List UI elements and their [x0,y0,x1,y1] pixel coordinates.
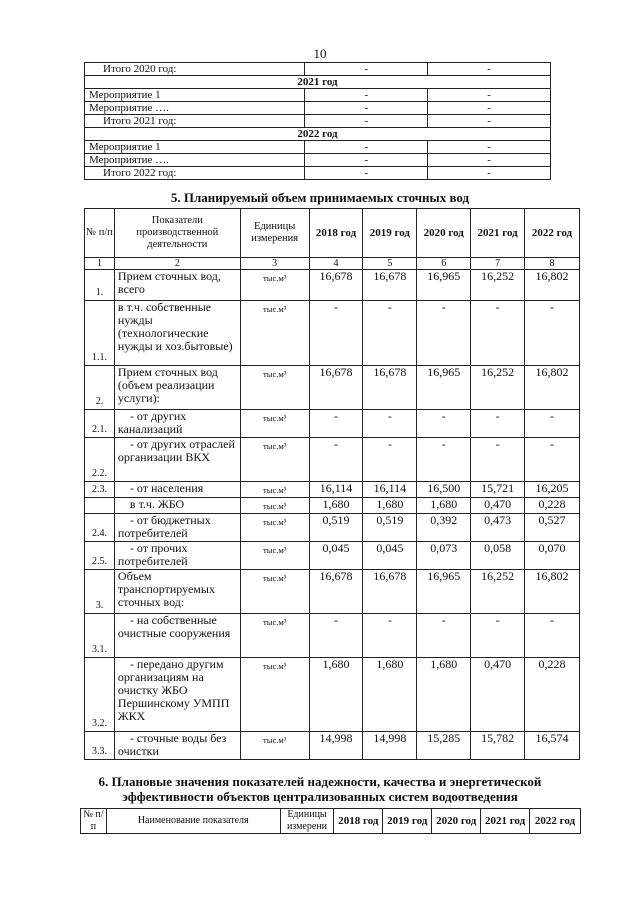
cell-value: 14,998 [309,732,363,760]
header-unit: Единицы измерения [240,209,309,258]
cell-value: - [363,301,417,366]
year-row [85,76,551,89]
row-unit: тыс.м³ [240,498,309,514]
cell-value: 15,721 [471,482,525,498]
cell-value: - [305,89,428,102]
row-name: - передано другим организациям на очистку ЖБО Першинскому УМПП ЖКХ [114,658,240,732]
section-6-title [0,774,640,804]
row-unit: тыс.м³ [240,438,309,482]
row-unit: тыс.м³ [240,482,309,498]
row-number: 2. [85,366,115,410]
cell-value: 0,392 [417,514,471,542]
cell-value: - [305,63,428,76]
row-name: - на собственные очистные сооружения [114,614,240,658]
row-number: 2.2. [85,438,115,482]
cell-value: - [309,301,363,366]
row-label: Итого 2022 год: [85,167,305,180]
table-row [85,514,580,542]
row-name: - сточные воды без очистки [114,732,240,760]
row-unit: тыс.м³ [240,658,309,732]
cell-value: - [525,410,580,438]
table-row [85,658,580,732]
cell-value: - [309,438,363,482]
cell-value: 1,680 [417,658,471,732]
cell-value: 1,680 [309,658,363,732]
cell-value: 16,678 [309,570,363,614]
cell-value: 0,527 [525,514,580,542]
cell-value: - [363,438,417,482]
section-5-title: 5. Планируемый объем принимаемых сточных вод [170,190,470,205]
row-name: - от других отраслей организации ВКХ [114,438,240,482]
table-row [85,301,580,366]
cell-value: 14,998 [363,732,417,760]
cell-value: 1,680 [309,498,363,514]
cell-value: - [471,410,525,438]
column-index: 7 [471,258,525,270]
column-index: 1 [85,258,115,270]
cell-value: - [525,301,580,366]
cell-value: - [428,63,551,76]
cell-value: - [471,614,525,658]
row-name: Объем транспортируемых сточных вод: [114,570,240,614]
reliability-indicators-table [80,808,581,834]
cell-value: - [305,102,428,115]
table-row [85,482,580,498]
wastewater-volume-table [84,208,580,760]
row-label: Мероприятие 1 [85,89,305,102]
header-indicator-name: Наименование показателя [106,809,280,834]
row-name: - от населения [114,482,240,498]
table-row [85,63,551,76]
cell-value: - [428,154,551,167]
column-index: 5 [363,258,417,270]
section-6-title-line-2: эффективности объектов централизованных систем водоотведения [122,789,518,804]
row-label: Мероприятие …. [85,102,305,115]
header-year-2018: 2018 год [309,209,363,258]
cell-value: 16,114 [309,482,363,498]
cell-value: - [417,438,471,482]
cell-value: 16,678 [309,366,363,410]
cell-value: 0,470 [471,498,525,514]
cell-value: 1,680 [417,498,471,514]
row-unit: тыс.м³ [240,270,309,301]
cell-value: 16,802 [525,570,580,614]
cell-value: 0,073 [417,542,471,570]
cell-value: 16,678 [363,570,417,614]
row-name: - от других канализаций [114,410,240,438]
cell-value: 0,070 [525,542,580,570]
row-name: Прием сточных вод (объем реализации услуги): [114,366,240,410]
row-label: Итого 2021 год: [85,115,305,128]
row-number: 2.5. [85,542,115,570]
table-row [85,410,580,438]
header-number: № п/п [81,809,107,834]
header-year-2021: 2021 год [471,209,525,258]
row-unit: тыс.м³ [240,301,309,366]
cell-value: 15,285 [417,732,471,760]
table-row [85,270,580,301]
row-number: 2.4. [85,514,115,542]
table-row [85,366,580,410]
row-label: Мероприятие 1 [85,141,305,154]
row-number: 3. [85,570,115,614]
row-number: 3.2. [85,658,115,732]
table-row [85,732,580,760]
header-number: № п/п [85,209,115,258]
row-unit: тыс.м³ [240,410,309,438]
cell-value: - [305,167,428,180]
cell-value: - [305,141,428,154]
table-row [85,542,580,570]
table-row [85,167,551,180]
table-row [85,438,580,482]
header-year-2020: 2020 год [417,209,471,258]
cell-value: - [363,614,417,658]
cell-value: - [417,614,471,658]
cell-value: 16,965 [417,366,471,410]
column-index: 8 [525,258,580,270]
cell-value: 16,678 [363,366,417,410]
header-year-2018: 2018 год [334,809,383,834]
column-index: 2 [114,258,240,270]
cell-value: 0,045 [309,542,363,570]
cell-value: 16,205 [525,482,580,498]
row-label: Мероприятие …. [85,154,305,167]
row-name: в т.ч. ЖБО [114,498,240,514]
cell-value: - [428,102,551,115]
column-index: 6 [417,258,471,270]
cell-value: 0,470 [471,658,525,732]
cell-value: 0,473 [471,514,525,542]
cell-value: 1,680 [363,498,417,514]
cell-value: - [471,438,525,482]
column-index-row [85,258,580,270]
cell-value: - [305,115,428,128]
section-6-title-line-1: 6. Плановые значения показателей надежности, качества и энергетической [98,774,542,789]
row-number: 3.1. [85,614,115,658]
cell-value: - [417,410,471,438]
cell-value: - [363,410,417,438]
cell-value: 16,802 [525,366,580,410]
row-number: 3.3. [85,732,115,760]
header-unit: Единицы измерени [280,809,334,834]
cell-value: 16,678 [363,270,417,301]
cell-value: 16,678 [309,270,363,301]
row-unit: тыс.м³ [240,732,309,760]
row-number: 1.1. [85,301,115,366]
header-year-2019: 2019 год [383,809,432,834]
year-label: 2021 год [85,76,551,89]
cell-value: 0,045 [363,542,417,570]
cell-value: - [305,154,428,167]
year-row [85,128,551,141]
row-unit: тыс.м³ [240,570,309,614]
row-number: 2.1. [85,410,115,438]
table-row [85,498,580,514]
events-table [84,62,551,180]
cell-value: 16,252 [471,270,525,301]
table-row [85,614,580,658]
column-index: 4 [309,258,363,270]
table-row [85,115,551,128]
cell-value: 0,519 [309,514,363,542]
row-unit: тыс.м³ [240,514,309,542]
year-label: 2022 год [85,128,551,141]
column-index: 3 [240,258,309,270]
row-unit: тыс.м³ [240,614,309,658]
header-year-2022: 2022 год [530,809,581,834]
cell-value: - [428,89,551,102]
cell-value: - [428,141,551,154]
cell-value: - [309,410,363,438]
cell-value: 16,965 [417,270,471,301]
header-year-2020: 2020 год [432,809,481,834]
row-unit: тыс.м³ [240,542,309,570]
cell-value: 16,500 [417,482,471,498]
row-name: в т.ч. собственные нужды (технологические нужды и хоз.бытовые) [114,301,240,366]
row-number [85,498,115,514]
cell-value: 16,114 [363,482,417,498]
row-number: 2.3. [85,482,115,498]
row-unit: тыс.м³ [240,366,309,410]
row-name: - от бюджетных потребителей [114,514,240,542]
cell-value: - [428,115,551,128]
header-year-2022: 2022 год [525,209,580,258]
cell-value: - [525,438,580,482]
row-name: - от прочих потребителей [114,542,240,570]
row-number: 1. [85,270,115,301]
cell-value: 16,252 [471,570,525,614]
cell-value: 1,680 [363,658,417,732]
cell-value: 16,252 [471,366,525,410]
table-row [85,141,551,154]
table-row [85,154,551,167]
row-label: Итого 2020 год: [85,63,305,76]
table-header-row [81,809,581,834]
cell-value: - [471,301,525,366]
cell-value: 16,965 [417,570,471,614]
cell-value: 0,058 [471,542,525,570]
header-indicator: Показатели производственной деятельности [114,209,240,258]
cell-value: - [417,301,471,366]
table-header-row [85,209,580,258]
cell-value: 0,228 [525,658,580,732]
page-number: 10 [313,46,327,61]
cell-value: - [309,614,363,658]
row-name: Прием сточных вод, всего [114,270,240,301]
header-year-2019: 2019 год [363,209,417,258]
cell-value: 16,802 [525,270,580,301]
cell-value: 16,574 [525,732,580,760]
cell-value: - [525,614,580,658]
cell-value: 0,228 [525,498,580,514]
cell-value: 15,782 [471,732,525,760]
table-row [85,89,551,102]
table-row [85,102,551,115]
table-row [85,570,580,614]
cell-value: - [428,167,551,180]
header-year-2021: 2021 год [481,809,530,834]
cell-value: 0,519 [363,514,417,542]
